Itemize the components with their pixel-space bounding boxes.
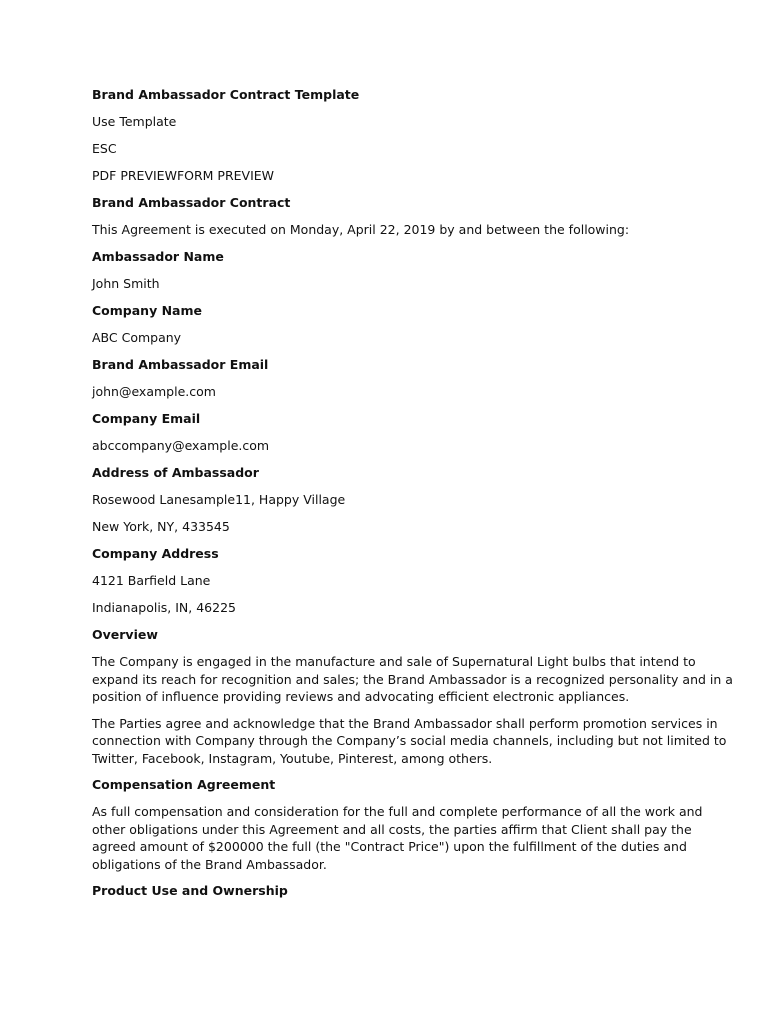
preview-tabs-text: PDF PREVIEWFORM PREVIEW: [92, 168, 275, 183]
paragraph-line: The Parties agree and acknowledge that the Brand Ambassador shall perform promotion services in: [92, 715, 718, 731]
paragraph-line: Twitter, Facebook, Instagram, Youtube, Pinterest, among others.: [92, 750, 493, 766]
company-name-value: ABC Company: [92, 330, 182, 345]
product-use-heading: Product Use and Ownership: [92, 883, 288, 898]
compensation-paragraph: [92, 803, 708, 873]
compensation-heading: Compensation Agreement: [92, 777, 276, 792]
paragraph-line: The Company is engaged in the manufacture and sale of Supernatural Light bulbs that intend to: [92, 654, 696, 669]
overview-paragraph-1: [92, 653, 733, 706]
ambassador-name-label: Ambassador Name: [92, 249, 224, 264]
company-name-label: Company Name: [92, 303, 202, 318]
ambassador-email-label: Brand Ambassador Email: [92, 357, 269, 372]
paragraph-line: connection with Company through the Company’s social media channels, including but not limited to: [92, 733, 727, 748]
overview-heading: Overview: [92, 627, 158, 642]
company-address-line-2: Indianapolis, IN, 46225: [92, 600, 236, 615]
company-email-value: abccompany@example.com: [92, 438, 270, 453]
paragraph-line: As full compensation and consideration for the full and complete performance of all the work and: [92, 804, 703, 819]
overview-paragraph-2: [92, 715, 727, 768]
use-template-text: Use Template: [92, 114, 177, 129]
paragraph-line: agreed amount of $200000 the full (the "Contract Price") upon the fulfillment of the duties and: [92, 839, 687, 854]
paragraph-line: expand its reach for recognition and sales; the Brand Ambassador is a recognized personality and in a: [92, 671, 733, 687]
contract-heading: Brand Ambassador Contract: [92, 195, 291, 210]
paragraph-line: obligations of the Brand Ambassador.: [92, 856, 327, 872]
ambassador-name-value: John Smith: [92, 276, 160, 291]
ambassador-address-line-2: New York, NY, 433545: [92, 519, 230, 534]
intro-text: This Agreement is executed on Monday, April 22, 2019 by and between the following:: [92, 222, 630, 237]
ambassador-email-value: john@example.com: [92, 384, 216, 399]
paragraph-line: position of influence providing reviews and advocating efficient electronic appliances.: [92, 689, 630, 704]
paragraph-line: other obligations under this Agreement and all costs, the parties affirm that Client shall pay the: [92, 821, 692, 837]
ambassador-address-label: Address of Ambassador: [92, 465, 259, 480]
company-address-label: Company Address: [92, 546, 219, 561]
esc-text: ESC: [92, 141, 117, 156]
document-title: Brand Ambassador Contract Template: [92, 87, 360, 102]
company-address-line-1: 4121 Barfield Lane: [92, 573, 211, 588]
company-email-label: Company Email: [92, 411, 201, 426]
ambassador-address-line-1: Rosewood Lanesample11, Happy Village: [92, 492, 346, 507]
